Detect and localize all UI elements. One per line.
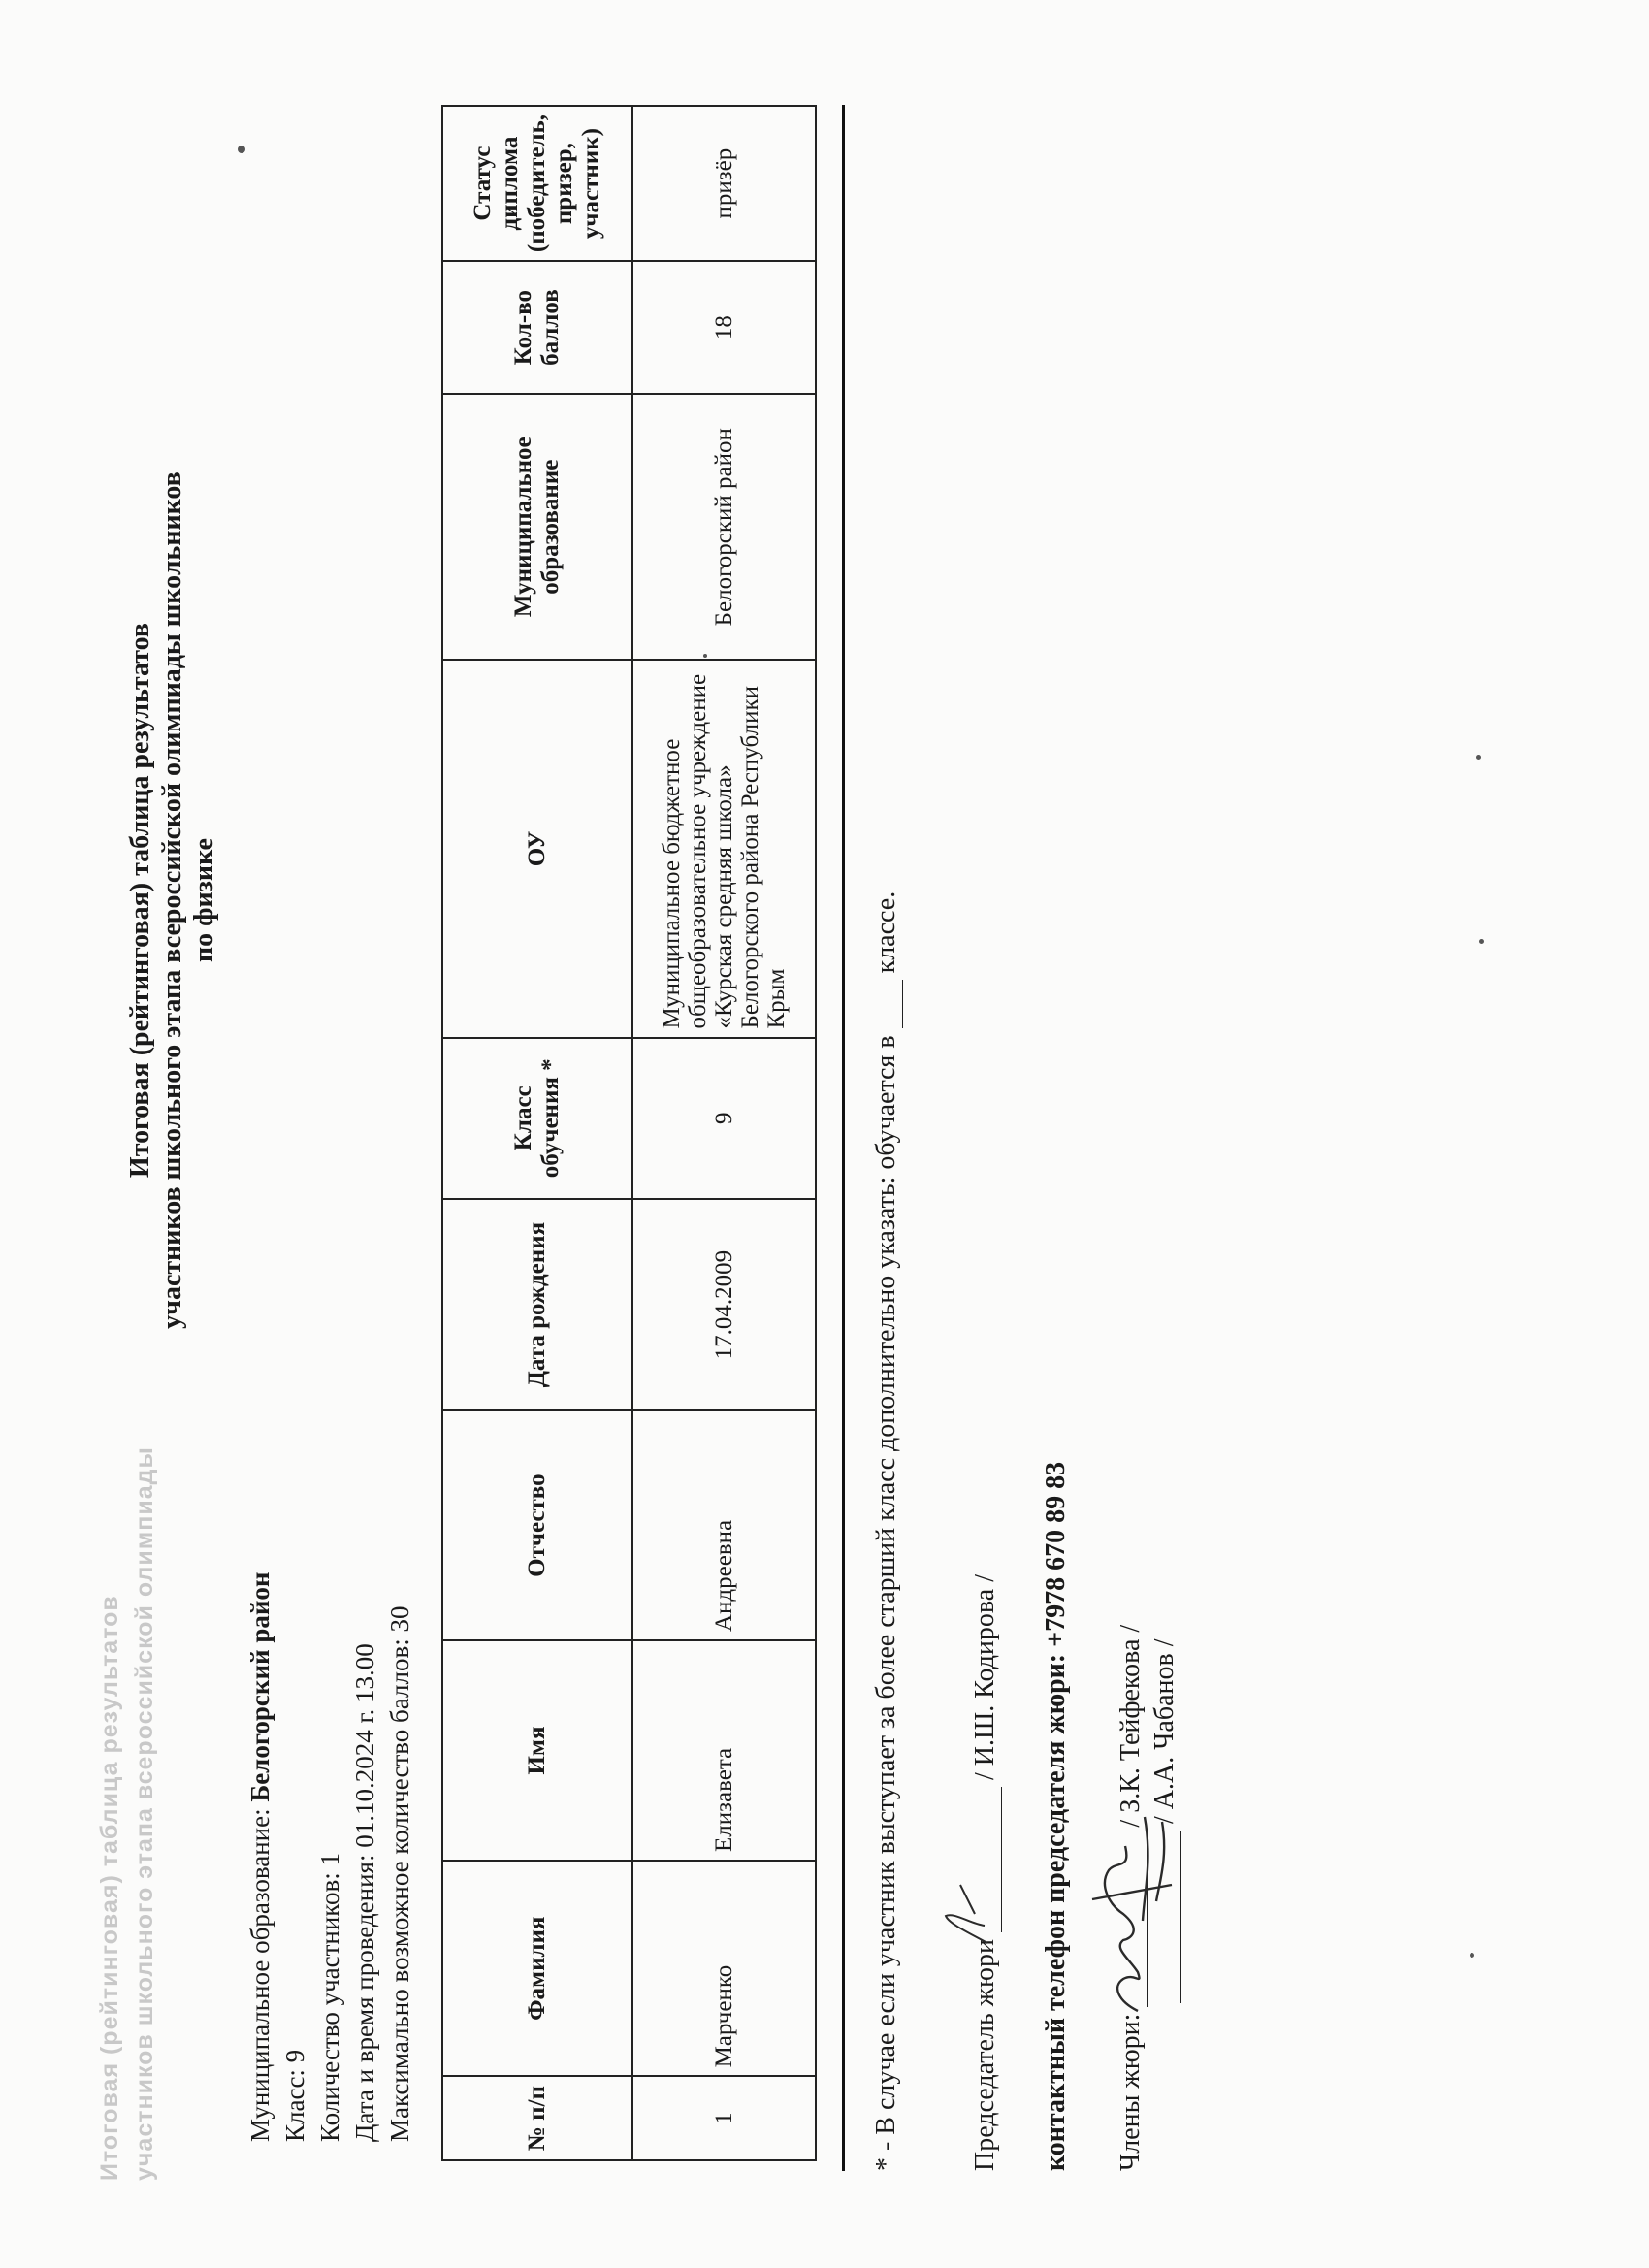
- class-value: 9: [280, 2049, 309, 2063]
- bleed-through-text: Итоговая (рейтинговая) таблица результатов участников школьного этапа всероссийской олимпиады: [96, 1446, 158, 2181]
- cell-score: 18: [632, 261, 816, 394]
- municipality-line: Муниципальное образование: Белогорский район: [245, 1571, 275, 2142]
- table-row: [632, 106, 816, 2160]
- header-class: Класс обучения *: [442, 1038, 632, 1200]
- table-header-row: [442, 106, 632, 2160]
- scan-speck: [1476, 755, 1481, 760]
- header-school: ОУ: [442, 660, 632, 1037]
- header-score: Кол-во баллов: [442, 261, 632, 394]
- cell-number: 1: [632, 2076, 816, 2160]
- member-signature: [1084, 1802, 1177, 2016]
- members-line-1: Члены жюри: / З.К. Тейфекова /: [1116, 1624, 1146, 2171]
- document-title: [124, 76, 220, 1725]
- title-line-1: Итоговая (рейтинговая) таблица результатов: [125, 622, 155, 1179]
- header-first-name: Имя: [442, 1640, 632, 1861]
- scan-speck: [703, 654, 707, 658]
- footnote-blank: [871, 980, 903, 1028]
- chair-name: И.Ш. Кодирова: [970, 1588, 1000, 1766]
- max-score-value: 30: [385, 1605, 414, 1633]
- member-name-2: А.А. Чабанов: [1149, 1653, 1180, 1810]
- cell-patronymic: Андреевна: [632, 1410, 816, 1640]
- scan-speck: [238, 146, 245, 153]
- cell-school: Муниципальное бюджетное общеобразовательное учреждение «Курская средняя школа» Белогорского района Республики Крым: [632, 660, 816, 1037]
- header-diploma-status: Статус диплома (победитель, призер, участник): [442, 106, 632, 261]
- footnote: * - В случае если участник выступает за более старший класс дополнительно указать: обучается в классе.: [871, 891, 901, 2171]
- scan-speck: [1470, 1953, 1474, 1958]
- cell-birth-date: 17.04.2009: [632, 1199, 816, 1410]
- title-line-3: по физике: [189, 838, 219, 962]
- cell-class: 9: [632, 1038, 816, 1200]
- chair-line: Председатель жюри / И.Ш. Кодирова /: [970, 1574, 1000, 2171]
- contact-line: контактный телефон председателя жюри: +7978 670 89 83: [1041, 1461, 1071, 2171]
- cell-surname: Марченко: [632, 1861, 816, 2076]
- max-score-line: Максимально возможное количество баллов: 30: [385, 1605, 414, 2142]
- header-birth-date: Дата рождения: [442, 1199, 632, 1410]
- datetime-value: 01.10.2024 г. 13.00: [350, 1643, 379, 1848]
- cell-municipality: Белогорский район: [632, 394, 816, 660]
- chair-signature: [941, 1865, 994, 1953]
- municipality-value: Белогорский район: [245, 1571, 275, 1802]
- members-line-2: / А.А. Чабанов /: [1149, 1638, 1181, 2003]
- class-line: Класс: 9: [280, 2049, 309, 2142]
- header-number: № п/п: [442, 2076, 632, 2160]
- results-table: [441, 105, 817, 2161]
- contact-phone: +7978 670 89 83: [1041, 1461, 1071, 1647]
- header-municipality: Муниципальное образование: [442, 394, 632, 660]
- cell-first-name: Елизавета: [632, 1640, 816, 1861]
- separator-line: [842, 105, 845, 2171]
- cell-diploma-status: призёр: [632, 106, 816, 261]
- datetime-line: Дата и время проведения: 01.10.2024 г. 13.00: [350, 1643, 379, 2142]
- participants-line: Количество участников: 1: [315, 1852, 344, 2142]
- scan-speck: [1479, 939, 1484, 944]
- header-surname: Фамилия: [442, 1861, 632, 2076]
- participants-value: 1: [315, 1852, 344, 1866]
- title-line-2: участников школьного этапа всероссийской олимпиады школьников: [157, 471, 187, 1329]
- header-patronymic: Отчество: [442, 1410, 632, 1640]
- member-name-1: З.К. Тейфекова: [1116, 1638, 1146, 1813]
- meta-block: [242, 1572, 417, 2142]
